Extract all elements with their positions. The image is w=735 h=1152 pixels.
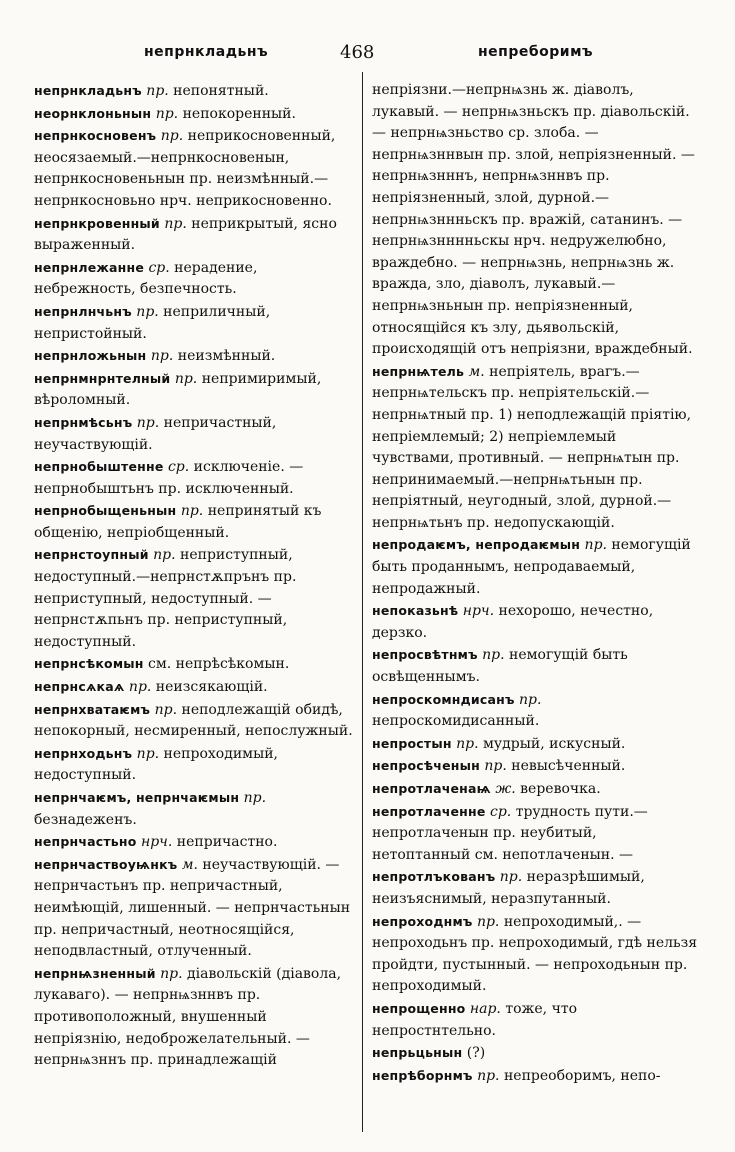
entry-definition: немогущій быть освѣщеннымъ. [372,647,628,686]
entry-definition: неучаствующій. —непрнчастьнъ пр. непричастный, неимѣющій, лишенный. — непрнчастьнын пр. непричастный, неотносящійся, неподвластный, отлученный. [34,856,351,960]
dictionary-entry [372,361,698,535]
dictionary-entry [372,801,698,867]
entry-headword: непрнобыщеньнын [34,503,177,519]
entry-definition: веревочка. [515,781,601,797]
entry-definition: непонятный. [168,83,269,99]
dictionary-entry [34,854,354,963]
dictionary-entry [372,733,698,756]
entry-definition: тоже, что непростнтельно. [372,1000,578,1039]
entry-headword: непрнчаѥмъ, непрнчаѥмын [34,790,240,805]
entry-headword: непросѣченын [372,758,480,774]
dictionary-entry [34,963,354,1072]
entry-definition: (?) [462,1045,486,1062]
entry-headword: непрнмѣсьнъ [34,414,133,430]
grammar-label: пр. [482,647,505,664]
entry-headword: неорнклоньнын [34,105,152,121]
entry-headword: непросвѣтнмъ [372,647,478,663]
entry-definition: безнадеженъ. [34,811,137,828]
dictionary-entry [34,743,354,787]
dictionary-entry [372,1042,698,1065]
entry-definition: непричастно. [172,834,278,851]
grammar-label: пр. [164,215,187,232]
entry-headword: непрнмнрнтелный [34,370,171,386]
grammar-label: пр. [477,1067,500,1084]
entry-definition: трудность пути.— непротлаченын пр. неубитый, нетоптанный см. непотлаченын. — [372,803,648,863]
entry-definition: нехорошо, нечестно, дерзко. [372,603,654,641]
grammar-label: ср. [167,459,190,476]
entry-headword: непроскомндисанъ [372,691,515,707]
entry-definition: неизмѣнный. [173,348,276,365]
dictionary-entry [34,699,354,743]
entry-headword: непрѣборнмъ [372,1067,473,1083]
entry-definition: діавольскій (діавола, лукаваго). — непрнѩзннвъ пр. противоположный, внушенный непріязнію, недоброжелательный. — непрнѩзннъ пр. принадлежащій [34,965,342,1069]
dictionary-entry [34,456,354,500]
entry-definition: неизсякающій. [151,679,268,696]
entry-headword: непрнлнчьнъ [34,303,132,319]
grammar-label: пр. [456,735,479,752]
entry-headword: непрнкосновенъ [34,128,157,144]
entry-headword: непрнкровенный [34,215,160,231]
entry-definition: непреоборимъ, непо- [499,1067,661,1084]
entry-definition: неприкосновенный, неосязаемый.—непрнкосновенын, непрнкосновеньнын пр. неизмѣнный.—непрнкосновьно нрч. неприкосновенно. [34,128,336,209]
entry-headword: непрнобыштенне [34,459,164,475]
entry-definition: непринятый къ общенію, непріобщенный. [34,503,322,541]
entry-headword: непрнѩзненный [34,965,156,981]
entry-definition: непроскомидисанный. [372,713,540,730]
grammar-label: нрч. [462,603,495,620]
entry-definition: непріятель, врагъ.—непрнѩтельскъ пр. непріятельскій.—непрнѩтный пр. 1) неподлежащій пріятію, непріемлемый; 2) непріемлемый чувствами, противный. — непрнѩтын пр. непринимаемый.—непрнѩтьнын пр. непріятный, неугодный, злой, дурной.— непрнѩтьнъ пр. недопускающій. [372,363,692,531]
entry-headword: непрощенно [372,1000,466,1016]
entry-headword: непрнложьнын [34,348,147,364]
grammar-label: пр. [154,701,178,718]
dictionary-entry [34,787,354,831]
grammar-label: пр. [136,745,160,762]
grammar-label: м. [468,363,485,380]
grammar-label: пр. [160,128,184,145]
dictionary-entry [372,644,698,688]
left-column [34,80,354,1140]
entry-definition: непроходимый, недоступный. [34,745,278,784]
entry-definition: непріязни.—непрнѩзнь ж. діаволъ, лукавый. — непрнѩзньскъ пр. діавольскій. — непрнѩзньство ср. злоба. — непрнѩзннвын пр. злой, непріязненный. — непрнѩзнннъ, непрнѩзннвъ пр. непріязненный, злой, дурной.—непрнѩзннньскъ пр. вражій, сатанинъ. — непрнѩзнннньскы нрч. недружелюбно, враждебно. — непрнѩзнь, непрнѩзнь ж. вражда, зло, діаволъ, лукавый.—непрнѩзньнын пр. непріязненный, относящійся къ злу, дьявольскій, происходящій отъ непріязни, враждебный. [372,82,695,358]
dictionary-entry [372,755,698,778]
grammar-label: пр. [153,547,176,564]
dictionary-entry [372,600,698,644]
entry-definition: непримиримый, вѣроломный. [34,370,322,409]
entry-definition: см. непрѣсѣкомын. [143,656,290,673]
grammar-label: пр. [484,758,507,775]
dictionary-entry [372,689,698,733]
entry-headword: непрнчастьно [34,834,137,850]
entry-headword: непрнлежанне [34,259,144,275]
entry-headword: непрнчаствоуѩнкъ [34,856,178,872]
grammar-label: нрч. [141,834,173,851]
grammar-label: нар. [469,1000,501,1017]
dictionary-entry [34,257,354,301]
dictionary-entry [34,653,354,676]
dictionary-entry [34,412,354,456]
entry-headword: непоказьнѣ [372,603,459,619]
dictionary-entry [372,911,698,998]
grammar-label: пр. [136,303,159,320]
page-number: 468 [340,42,375,63]
page-header [0,42,735,72]
entry-headword: непрнхватаѥмъ [34,701,151,717]
entry-headword: непрнстоупный [34,547,149,563]
entry-definition: неприступный, недоступный.—непрнстѫпрънъ пр. неприступный, недоступный. — непрнстѫпьнъ пр. неприступный, недоступный. [34,547,297,650]
entry-headword: непродаѥмъ, непродаѥмын [372,537,581,553]
grammar-label: ср. [148,259,170,276]
grammar-label: пр. [155,105,179,122]
dictionary-entry [372,866,698,910]
grammar-label: пр. [128,679,152,696]
running-head-right: непреборимъ [478,44,594,60]
entry-headword: непрнсѣкомын [34,656,144,672]
dictionary-entry [34,544,354,653]
entry-definition: неприкрытый, ясно выраженный. [34,215,337,254]
grammar-label: пр. [243,790,267,806]
entry-headword: непротлаченаѩ [372,781,491,796]
entry-definition: немогущій быть проданнымъ, непродаваемый, непродажный. [372,537,691,597]
dictionary-entry [34,301,354,345]
dictionary-entry [372,998,698,1042]
entry-headword: непрнкладьнъ [34,83,142,98]
entry-headword: непрьцьнын [372,1045,463,1061]
entry-definition: непричастный, неучаствующій. [34,414,277,453]
entry-headword: непротлъкованъ [372,869,496,885]
dictionary-entry [34,500,354,544]
grammar-label: ж. [495,781,516,797]
entry-definition: неподлежащій обидѣ, непокорный, несмиренный, непослужный. [34,701,353,740]
entry-headword: непрнѩтель [372,363,465,379]
entry-definition: неразрѣшимый, неизъяснимый, неразпутанный. [372,869,645,907]
grammar-label: пр. [160,965,183,982]
entry-definition: непроходимый,. — непроходьнъ пр. непроходимый, гдѣ нельзя пройдти, пустынный. — непроходьнын пр. непроходимый. [372,913,698,995]
grammar-label: пр. [146,83,169,99]
dictionary-entry [34,103,354,126]
dictionary-entry [34,368,354,412]
entry-headword: непротлаченне [372,803,486,819]
entry-headword: непрнходьнъ [34,745,133,761]
grammar-label: пр. [150,348,174,365]
grammar-label: ср. [490,803,512,820]
entry-definition: нерадение, небрежность, безпечность. [34,259,258,298]
grammar-label: пр. [174,370,198,387]
dictionary-entry [34,345,354,368]
entry-definition: невысѣченный. [506,758,626,775]
dictionary-entry [372,80,698,361]
grammar-label: пр. [499,869,523,886]
grammar-label: пр. [519,691,542,708]
dictionary-entry [34,676,354,699]
entry-headword: непростын [372,735,452,751]
dictionary-entry [34,831,354,854]
entry-headword: непрнсѧкаѧ [34,679,125,695]
dictionary-entry [34,213,354,257]
running-head-left: непрнкладьнъ [144,44,269,60]
entry-definition: мудрый, искусный. [478,735,626,752]
dictionary-entry [34,80,354,103]
dictionary-entry [372,534,698,600]
grammar-label: пр. [476,913,500,930]
entry-definition: неприличный, непристойный. [34,303,271,342]
dictionary-entry [372,1065,698,1088]
grammar-label: пр. [584,537,607,554]
right-column [372,80,698,1140]
grammar-label: пр. [180,503,204,520]
dictionary-entry [34,125,354,212]
entry-headword: непроходнмъ [372,913,473,929]
dictionary-entry [372,778,698,801]
column-divider [362,72,363,1132]
entry-definition: непокоренный. [178,105,296,122]
entry-definition: исключеніе. — непрнобыштьнъ пр. исключенный. [34,459,304,497]
grammar-label: м. [181,856,198,873]
grammar-label: пр. [136,414,160,431]
